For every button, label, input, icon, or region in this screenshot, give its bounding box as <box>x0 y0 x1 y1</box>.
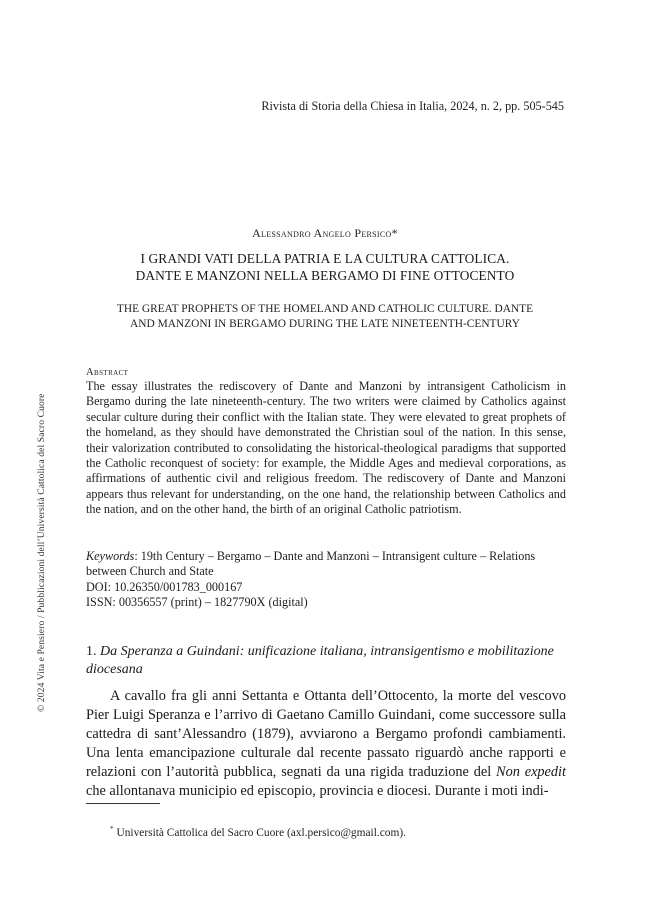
author-name: Alessandro Angelo Persico* <box>252 226 398 240</box>
body-text-part: che allontanava municipio ed episcopio, provincia e diocesi. Durante i moti indi- <box>86 783 549 799</box>
english-title-line: THE GREAT PROPHETS OF THE HOMELAND AND CATHOLIC CULTURE. DANTE <box>116 303 534 315</box>
footnote-rule <box>86 803 160 804</box>
italian-title-line: I GRANDI VATI DELLA PATRIA E LA CULTURA CATTOLICA. <box>140 251 510 266</box>
italian-title <box>60 250 590 284</box>
copyright-side-note: © 2024 Vita e Pensiero / Pubblicazioni dell’Università Cattolica del Sacro Cuore <box>36 393 47 712</box>
doi: DOI: 10.26350/001783_000167 <box>86 579 243 594</box>
section-title: Da Speranza a Guindani: unificazione italiana, intransigentismo e mobilitazione diocesana <box>86 644 554 677</box>
body-italic-term: Non expedit <box>496 764 566 780</box>
keywords-text: : 19th Century – Bergamo – Dante and Manzoni – Intransigent culture – Relations between Church and State <box>86 549 536 579</box>
section-heading <box>86 643 566 679</box>
issn: ISSN: 00356557 (print) – 1827790X (digital) <box>86 595 308 610</box>
body-paragraph <box>86 687 566 801</box>
english-title-line: AND MANZONI IN BERGAMO DURING THE LATE NINETEENTH-CENTURY <box>130 318 520 330</box>
article-metadata <box>86 549 566 611</box>
abstract-text: The essay illustrates the rediscovery of Dante and Manzoni by intransigent Catholicism in Bergamo during the late nineteenth-century. The two writers were claimed by Catholics against secular culture during their conflict with the Italian state. They were elevated to great prophets of the homeland, as they should have demonstrated the Christian soul of the nation. In this sense, their valorization contributed to consolidating the historical-theological paradigms that supported the Catholic reconquest of society: for example, the Middle Ages and medieval corporations, as affirmations of authentic civil and religious freedom. The rediscovery of Dante and Manzoni appears thus relevant for understanding, on the one hand, the relationship between Catholics and the nation, and on the other hand, the birth of an original Catholic patriotism. <box>86 379 566 517</box>
section-number: 1. <box>86 644 100 659</box>
footnote-text: Università Cattolica del Sacro Cuore (axl.persico@gmail.com). <box>116 826 406 839</box>
body-text-part: A cavallo fra gli anni Settanta e Ottanta dell’Ottocento, la morte del vescovo Pier Luigi Speranza e l’arrivo di Gaetano Camillo Guindani, come successore sulla cattedra di sant’Alessandro (1879), avviarono a Bergamo profondi cambiamenti. Una lenta emancipazione culturale dal recente passato riguardò anche rapporti e relazioni con l’autorità pubblica, segnati da una rigida traduzione del <box>86 688 566 780</box>
keywords-label: Keywords <box>86 549 135 563</box>
abstract-heading: Abstract <box>86 367 129 378</box>
running-head: Rivista di Storia della Chiesa in Italia, 2024, n. 2, pp. 505-545 <box>261 99 564 113</box>
footnote <box>110 825 406 839</box>
keywords <box>86 549 566 580</box>
italian-title-line: DANTE E MANZONI NELLA BERGAMO DI FINE OTTOCENTO <box>135 268 515 283</box>
english-title <box>60 302 590 332</box>
footnote-marker: * <box>110 825 114 833</box>
